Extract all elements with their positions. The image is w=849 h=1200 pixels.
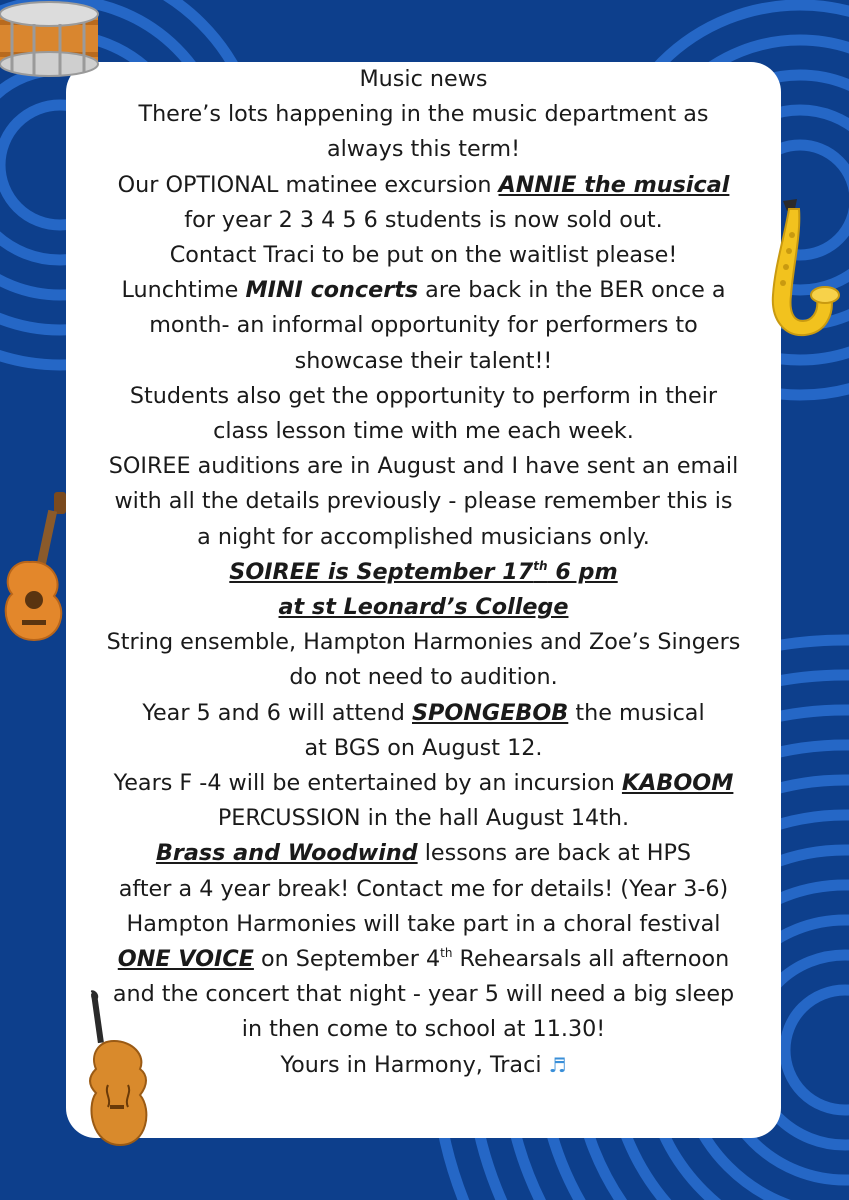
annie-detail-line: for year 2 3 4 5 6 students is now sold out. — [184, 206, 663, 233]
soiree-date-time: 6 pm — [547, 558, 618, 585]
mini-prefix: Lunchtime — [121, 277, 246, 304]
onevoice-sup: th — [440, 946, 453, 961]
annie-line — [66, 168, 781, 203]
brass-detail-line: after a 4 year break! Contact me for details! (Year 3-6) — [118, 875, 729, 902]
class-perform-line-2: class lesson time with me each week. — [213, 418, 634, 445]
ensembles-line-1: String ensemble, Hampton Harmonies and Zoe’s Singers — [106, 629, 741, 656]
signoff-text: Yours in Harmony, Traci — [280, 1051, 549, 1078]
spongebob-emphasis: SPONGEBOB — [412, 699, 569, 726]
soiree-venue-line: at st Leonard’s College — [278, 594, 569, 621]
spongebob-prefix: Year 5 and 6 will attend — [142, 699, 412, 726]
guitar-icon — [0, 490, 72, 650]
kaboom-prefix: Years F -4 will be entertained by an incursion — [113, 770, 622, 797]
waitlist-line: Contact Traci to be put on the waitlist please! — [169, 242, 678, 269]
newsletter-title: Music news — [359, 66, 488, 92]
annie-emphasis: ANNIE the musical — [498, 171, 730, 198]
concert-line-2: in then come to school at 11.30! — [241, 1016, 606, 1043]
soiree-auditions-line-2: with all the details previously - please remember this is — [114, 488, 733, 515]
mini-emphasis: MINI concerts — [245, 277, 419, 304]
onevoice-emphasis: ONE VOICE — [117, 946, 254, 973]
onevoice-line — [66, 942, 781, 977]
kaboom-emphasis: KABOOM — [621, 770, 734, 797]
spongebob-detail-line: at BGS on August 12. — [304, 734, 543, 761]
brass-emphasis: Brass and Woodwind — [155, 840, 418, 867]
intro-line-1: There’s lots happening in the music department as — [138, 101, 709, 128]
kaboom-detail-line: PERCUSSION in the hall August 14th. — [217, 805, 630, 832]
soiree-auditions-line-3: a night for accomplished musicians only. — [197, 523, 650, 550]
concert-line-1: and the concert that night - year 5 will need a big sleep — [112, 981, 735, 1008]
spongebob-suffix: the musical — [568, 699, 705, 726]
brass-suffix: lessons are back at HPS — [417, 840, 692, 867]
newsletter-body — [66, 62, 781, 1083]
soiree-date-line — [66, 555, 781, 590]
onevoice-date: on September 4 — [253, 946, 441, 973]
music-note-icon: ♬ — [548, 1052, 567, 1077]
mini-detail-line-2: showcase their talent!! — [294, 347, 553, 374]
onevoice-suffix: Rehearsals all afternoon — [452, 946, 730, 973]
brass-line — [66, 836, 781, 871]
ensembles-line-2: do not need to audition. — [289, 664, 558, 691]
intro-line-2: always this term! — [326, 136, 521, 163]
mini-detail-line-1: month- an informal opportunity for performers to — [149, 312, 698, 339]
choral-line: Hampton Harmonies will take part in a choral festival — [126, 910, 721, 937]
kaboom-line — [66, 766, 781, 801]
mini-concerts-line — [66, 273, 781, 308]
spongebob-line — [66, 696, 781, 731]
class-perform-line-1: Students also get the opportunity to perform in their — [129, 382, 718, 409]
annie-prefix: Our OPTIONAL matinee excursion — [117, 171, 499, 198]
mini-suffix: are back in the BER once a — [418, 277, 726, 304]
soiree-date-sup: th — [533, 558, 548, 573]
signoff-line — [66, 1048, 781, 1083]
soiree-auditions-line-1: SOIREE auditions are in August and I have sent an email — [108, 453, 739, 480]
soiree-date-text: SOIREE is September 17 — [229, 558, 534, 585]
